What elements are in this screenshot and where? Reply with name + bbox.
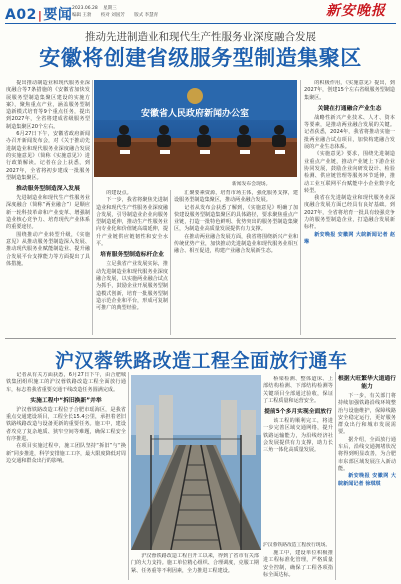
masthead: [0, 0, 401, 26]
article1-paragraph: 《实施意见》要求，围绕先进制造业重点产业链，推动产业链上下游企业协同发展，鼓励企业向研发设计、检验检测、供应链管理等服务环节延伸，推动工业互联网平台赋能中小企业数字化转型。: [304, 151, 395, 194]
article2-paragraph: 施工中，建设单位积极推进工程标准化管理，严格质量安全控制，确保了工程各项指标全面达标。: [263, 550, 333, 578]
article2-paragraph: 据介绍，全面放行通车后，沿线交通拥堵状况将得到明显改善，为合肥市东部区域发展注入新动能。: [338, 436, 396, 472]
section-divider: [5, 338, 396, 339]
photo2-caption: 沪汉蓉铁路改造工程放行现场。: [263, 543, 331, 548]
article2-subheading: 实施工程中“拆旧换新”并举: [30, 397, 102, 404]
article2-paragraph: 桥梁检测、整体道床、上部结构检测、下部结构检测等关键项目全部通过验收，保证了工程质量和运营安全。: [263, 376, 333, 404]
masthead-rule: [5, 23, 396, 24]
page-label: A02|要闻: [5, 7, 73, 23]
article1-column-4: [304, 80, 395, 335]
article1-paragraph: 围绕推动产业转型升级，《实施意见》从推动服务型制造深入发展、推动现代服务业赋能制造业、提升融合发展平台支撑能力等方面提出了具体措施。: [6, 231, 90, 267]
column-rule: [128, 372, 129, 580]
section-name: 要闻: [43, 7, 73, 23]
article1-paragraph: 在推动两业融合发展方面，我省将围绕新兴产业和传统优势产业，加快推动先进制造业和现代服务业相互融合、相互促进，构建产业融合发展新生态。: [174, 233, 298, 255]
article1-paragraph: 的积极作用，《实施意见》提出，到2027年，创建15个左右省级服务型制造集聚区。: [304, 80, 395, 101]
article1-column-2: [96, 190, 168, 335]
press-conference-photo: [94, 80, 297, 177]
column-rule: [170, 190, 171, 335]
article1-paragraph: 立足我省产业发展实际，推动先进制造业和现代服务业深度融合发展，以实施两业融合试点为抓手，鼓励企业开展服务型制造模式创新，培育一批服务型制造示范企业和平台，形成可复制可推广的典型经验。: [96, 261, 168, 312]
article2-column-2: [263, 376, 333, 536]
article2-paragraph: 沪汉蓉铁路改造工程位于合肥市瑶海区，是我省重点交通建设项目，工程全长15.4公里，承担着老旧铁路线路改造与设备更新的重要任务。施工中，建设者攻克了复杂地质、狭窄空间等难题，确保工程安全有序推进。: [6, 406, 126, 443]
article1-paragraph: 下一步，我省将聚焦先进制造业和现代生产性服务业深度融合发展，引导制造业企业向服务型制造延伸，推动生产性服务业向专业化和价值链高端延伸，提升产业链供应链韧性和安全水平。: [96, 197, 168, 248]
article2-column-2-tail: [131, 553, 259, 581]
article1-byline: 新安晚报 安徽网 大皖新闻记者 赵琳: [304, 231, 395, 245]
newspaper-logo: 新安晚报: [326, 3, 386, 19]
article1-subheading: 推动服务型制造深入发展: [16, 186, 80, 193]
article1-paragraph: 6月27日下午，安徽省政府新闻办召开新闻发布会，对《关于推动先进制造业和现代服务业深度融合发展的实施意见》（简称《实施意见》）进行政策解读。记者在会上获悉，到2027年，全省将初步建成一批服务型制造集聚区。: [6, 131, 90, 181]
article1-paragraph: 提出推动制造业和现代服务业深度融合等7条措施的《安徽省加快发展服务型制造集聚区建设的实施方案》，聚焦重点产业，涵盖服务型制造新模式培育等9个重点任务，提出到2027年，全省将建成省级服务型制造集聚区20个左右。: [6, 80, 90, 130]
column-rule: [335, 372, 336, 580]
article1-paragraph: 汇聚要素资源，培育市场主体，强化服务支撑，建设服务型制造集聚区，推动两业融合发展。: [174, 190, 298, 204]
article1-paragraph: 记者从发布会获悉了解到，《实施意见》明确了加快建设服务型制造集聚区的具体路径，要求聚焦重点产业链，打造一批特色鲜明、优势突出的服务型制造集聚区，为制造业高质量发展提供有力支撑。: [174, 204, 298, 233]
railway-photo: [131, 375, 261, 550]
proofreader-credit: 校对 刘国芳: [100, 13, 125, 18]
article1-paragraph: 我省在先进制造业和现代服务业深度融合发展方面已经具有良好基础。到2027年，全省将培育一批具有较强竞争力的服务型制造企业，打造融合发展新标杆。: [304, 195, 395, 231]
article2-column-3: [263, 550, 333, 581]
article1-column-3: [174, 190, 298, 335]
article2-subheading: 提前5个多月实现全面放行: [264, 409, 332, 416]
layout-credit: 版式 李慧青: [134, 13, 159, 18]
page-number: A02: [5, 7, 37, 23]
article2-column-4: [338, 372, 396, 580]
article2-byline: 新安晚报 安徽网 大皖新闻记者 徐琪琪: [338, 473, 396, 487]
article2-paragraph: 该工程的顺利完工，将进一步完善区域交通网络，提升铁路运输能力，为沿线经济社会发展提供有力支撑，助力长三角一体化高质量发展。: [263, 418, 333, 454]
issue-weekday: 星期三: [103, 6, 117, 11]
column-rule: [300, 80, 301, 335]
article1-subheading: 关键在打通融合产业生态: [317, 105, 382, 112]
editor-line: [72, 12, 166, 18]
editor-credit: 编辑 王勃: [72, 13, 92, 18]
article2-paragraph: 沪汉蓉铁路改造工程自开工以来，得到了省市有关部门的大力支持。施工单位精心组织、合理调度，克服工期紧、任务重等不利因素，全力推进工程建设。: [131, 553, 259, 574]
article1-paragraph: 战略性新兴产业技术、人才、资本等要素，是推动两业融合发展的关键。记者获悉，2024年，我省将推动实施一批两业融合试点项目，加快构建融合发展的产业生态体系。: [304, 114, 395, 151]
article2-paragraph: 在项目实施过程中，施工团队坚持“拆旧”与“换新”同步推进，科学安排施工工序，最大限度降低对周边交通和群众出行的影响。: [6, 443, 126, 464]
article2-paragraph: 下一步，有关部门将持续加强铁路沿线环境整治与设施维护，保障线路安全稳定运行，更好服务群众出行和城市发展需要。: [338, 393, 396, 436]
article1-headline: 安徽将创建省级服务型制造集聚区: [39, 46, 362, 70]
article1-kicker: 推动先进制造业和现代生产性服务业深度融合发展: [85, 31, 316, 43]
article2-paragraph: 记者从有关方面获悉，6月27日下午，由合肥城铁集团组织施工的沪汉蓉铁路改造工程全面放行通车，标志着我省重要交通干线改造任务圆满完成。: [6, 372, 126, 393]
article1-column-1: [6, 80, 90, 335]
photo1-caption: 新闻发布会现场。: [232, 182, 271, 187]
article1-paragraph: 的建设点。: [106, 190, 132, 196]
article2-column-1: [6, 372, 126, 580]
issue-date: 2023.06.28: [72, 6, 98, 11]
photo-backdrop-sign: 安徽省人民政府新闻办公室: [140, 109, 250, 119]
article2-headline: 沪汉蓉铁路改造工程全面放行通车: [55, 350, 348, 372]
article1-subheading: 培育服务型制造标杆企业: [100, 252, 164, 259]
article2-subheading: 根据大旺繁华大道通行能力: [338, 376, 396, 390]
column-rule: [92, 80, 93, 335]
article1-paragraph: 先进制造业和现代生产性服务业深度融合（简称“两业融合”）是顺应新一轮科技革命和产业变革、增强制造业核心竞争力、培育现代产业体系的重要途径。: [6, 195, 90, 231]
issue-date-line: [72, 5, 121, 11]
